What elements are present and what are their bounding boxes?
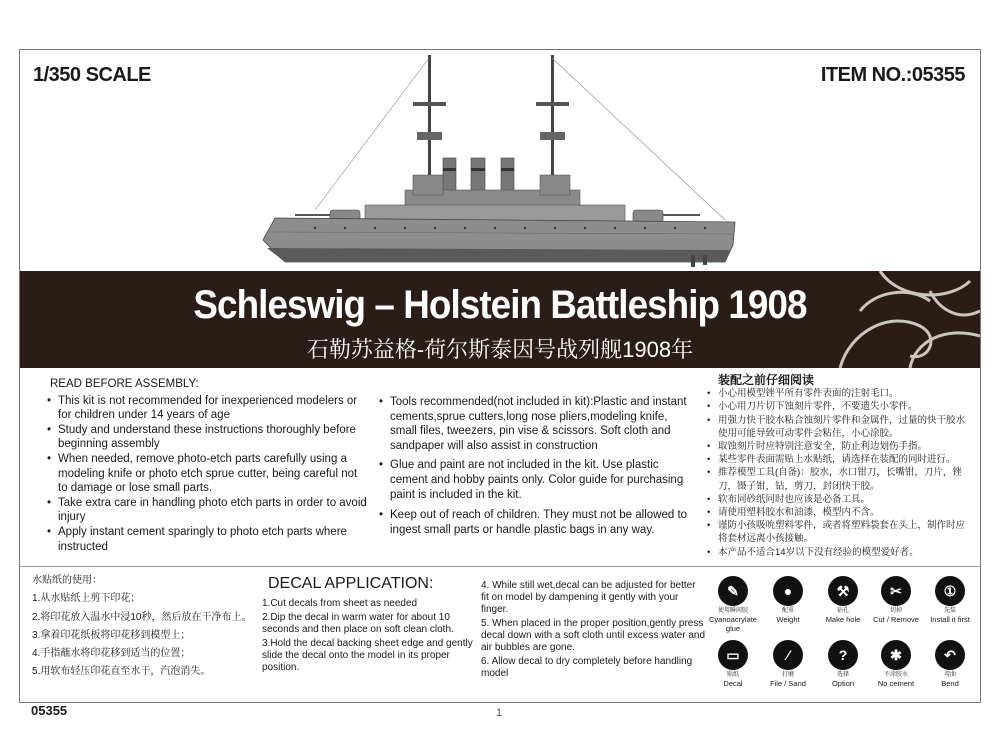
- icon-cn-label: 打磨: [781, 672, 794, 678]
- list-item: • Tools recommended(not included in kit):Plastic and instant cements,sprue cutters,long nose pliers,modeling knife, small files, tweezers, pin vise & scissors. Soft cloth and sandpaper will also assist in construction: [390, 395, 694, 453]
- section-divider: [20, 566, 980, 567]
- icon-en-label: Install it first: [930, 615, 970, 624]
- icon-cn-label: 配重: [781, 608, 794, 614]
- icon-en-label: File / Sand: [770, 679, 806, 688]
- decal-legend: [703, 640, 763, 688]
- list-item: 4.手指蘸水将印花移到适当的位置；: [32, 648, 191, 660]
- list-item: • 谨防小孩吸吮塑料零件，或者将塑料袋套在头上，制作时应将套材远离小孩接触。: [718, 519, 972, 545]
- list-item: • 小心用刀片切下蚀刻片零件，不要遗失小零件。: [718, 400, 972, 413]
- list-item: • 用强力快干胶水粘合蚀刻片零件和金属件，过量的快干胶水使用可能导致可动零件会粘住，小心涂胶。: [718, 414, 972, 440]
- decal-steps: [262, 598, 474, 676]
- cn-notes-section: [704, 374, 972, 559]
- page-number: 1: [496, 707, 503, 719]
- install-first-icon: ①: [935, 576, 965, 606]
- cut-remove-legend: [866, 576, 926, 624]
- list-item: • Glue and paint are not included in the kit. Use plastic cement and hobby paints only. Color guide for purchasing paint is included in the kit.: [390, 458, 694, 502]
- tools-section: [376, 395, 694, 537]
- icon-cn-label: 使用瞬间胶: [717, 608, 748, 614]
- icon-en-label: Bend: [941, 679, 959, 688]
- file-icon: ⁄: [773, 640, 803, 670]
- list-item: • Apply instant cement sparingly to photo etch parts where instructed: [58, 525, 369, 554]
- scissors-icon: ✂: [881, 576, 911, 606]
- icon-cn-label: 选择: [836, 672, 849, 678]
- list-item: 5.用软布轻压印花直至水干，汽泡消失。: [32, 666, 211, 678]
- list-item: 3.Hold the decal backing sheet edge and gently slide the decal onto the model in its proper position.: [262, 638, 473, 673]
- install-first-legend: [920, 576, 980, 624]
- decal-icon: ▭: [718, 640, 748, 670]
- icon-en-label: Cut / Remove: [873, 615, 919, 624]
- weight-icon: ●: [773, 576, 803, 606]
- cn-notes-heading: 装配之前仔细阅读: [718, 373, 815, 387]
- decal-cn-section: [32, 572, 251, 682]
- glue-legend: [703, 576, 763, 633]
- icon-cn-label: 贴纸: [726, 672, 739, 678]
- title-banner: [20, 271, 980, 368]
- icon-en-label: Make hole: [825, 615, 861, 624]
- make-hole-legend: [813, 576, 873, 624]
- list-item: 3.拿着印花纸板将印花移到模型上；: [32, 629, 191, 641]
- list-item: 1.从水贴纸上剪下印花；: [32, 593, 141, 605]
- icon-cn-label: 弯曲: [943, 672, 956, 678]
- icon-en-label: Option: [831, 679, 855, 688]
- icon-cn-label: 钻孔: [836, 608, 849, 614]
- list-item: • 推荐模型工具(自备)：胶水，水口钳刀，长嘴钳，刀片，锉刀，镊子钳，钻，剪刀，封闭快干胶。: [718, 466, 972, 492]
- bend-legend: [920, 640, 980, 688]
- icon-cn-label: 先装: [943, 608, 956, 614]
- icon-en-label: Decal: [723, 679, 743, 688]
- option-legend: [813, 640, 873, 688]
- list-item: • This kit is not recommended for inexperienced modelers or for children under 14 years of age: [58, 394, 369, 423]
- list-item: • 本产品不适合14岁以下没有经验的模型爱好者。: [718, 546, 972, 559]
- list-item: • 请使用塑料胶水和油漆，模型内不含。: [718, 506, 972, 519]
- list-item: 5. When placed in the proper position,gently press decal down with a soft cloth until excess water and air bubbles are gone.: [481, 618, 706, 653]
- file-sand-legend: [758, 640, 818, 688]
- scale-label: 1/350 SCALE: [33, 64, 151, 86]
- title-english: Schleswig – Holstein Battleship 1908: [193, 283, 807, 327]
- list-item: • 取蚀刻片时应特别注意安全，防止利边划伤手指。: [718, 440, 972, 453]
- decal-heading: DECAL APPLICATION:: [268, 575, 434, 592]
- title-chinese: 石勒苏益格-荷尔斯泰因号战列舰1908年: [306, 337, 694, 362]
- list-item: 2.将印花放入温水中浸10秒，然后放在干净布上。: [32, 611, 252, 623]
- question-icon: ?: [828, 640, 858, 670]
- item-number: ITEM NO.:05355: [820, 64, 965, 86]
- decal-steps-2: [481, 580, 706, 682]
- icon-en-label: No cement: [877, 679, 915, 688]
- icon-cn-label: 切掉: [889, 608, 902, 614]
- list-item: • When needed, remove photo-etch parts carefully using a modeling knife or photo etch sprue cutter, being careful not to damage or lose small parts.: [58, 452, 369, 496]
- list-item: 4. While still wet,decal can be adjusted for better fit on model by dampening it gently with your finger.: [481, 580, 696, 615]
- icon-cn-label: 不涂胶水: [883, 672, 908, 678]
- footer-code: 05355: [31, 703, 68, 718]
- decal-cn-heading: 水贴纸的使用：: [32, 575, 102, 586]
- list-item: • Take extra care in handling photo etch parts in order to avoid injury: [58, 496, 369, 525]
- no-cement-legend: [866, 640, 926, 688]
- list-item: 1.Cut decals from sheet as needed: [262, 598, 418, 609]
- list-item: • Keep out of reach of children. They must not be allowed to ingest small parts or handle plastic bags in any way.: [390, 508, 694, 537]
- list-item: 2.Dip the decal in warm water for about 10 seconds and then place on soft clean cloth.: [262, 612, 454, 635]
- icon-en-label: Weight: [776, 615, 800, 624]
- drill-icon: ⚒: [828, 576, 858, 606]
- no-cement-icon: ✱: [881, 640, 911, 670]
- read-before-heading: READ BEFORE ASSEMBLY:: [50, 378, 199, 390]
- read-before-section: [44, 377, 369, 554]
- battleship-illustration: [255, 50, 745, 272]
- list-item: • Study and understand these instructions thoroughly before beginning assembly: [58, 423, 369, 452]
- bend-icon: ↶: [935, 640, 965, 670]
- list-item: 6. Allow decal to dry completely before handling model: [481, 656, 693, 679]
- list-item: • 某些零件表面需贴上水贴纸，请选择在装配的同时进行。: [718, 453, 972, 466]
- list-item: • 小心用模型锉平所有零件表面的注射毛口。: [718, 387, 972, 400]
- weight-legend: [758, 576, 818, 624]
- list-item: • 软布同砂纸同时也应该是必备工具。: [718, 493, 972, 506]
- glue-icon: ✎: [718, 576, 748, 606]
- icon-en-label: Cyanoacrylate glue: [709, 615, 757, 633]
